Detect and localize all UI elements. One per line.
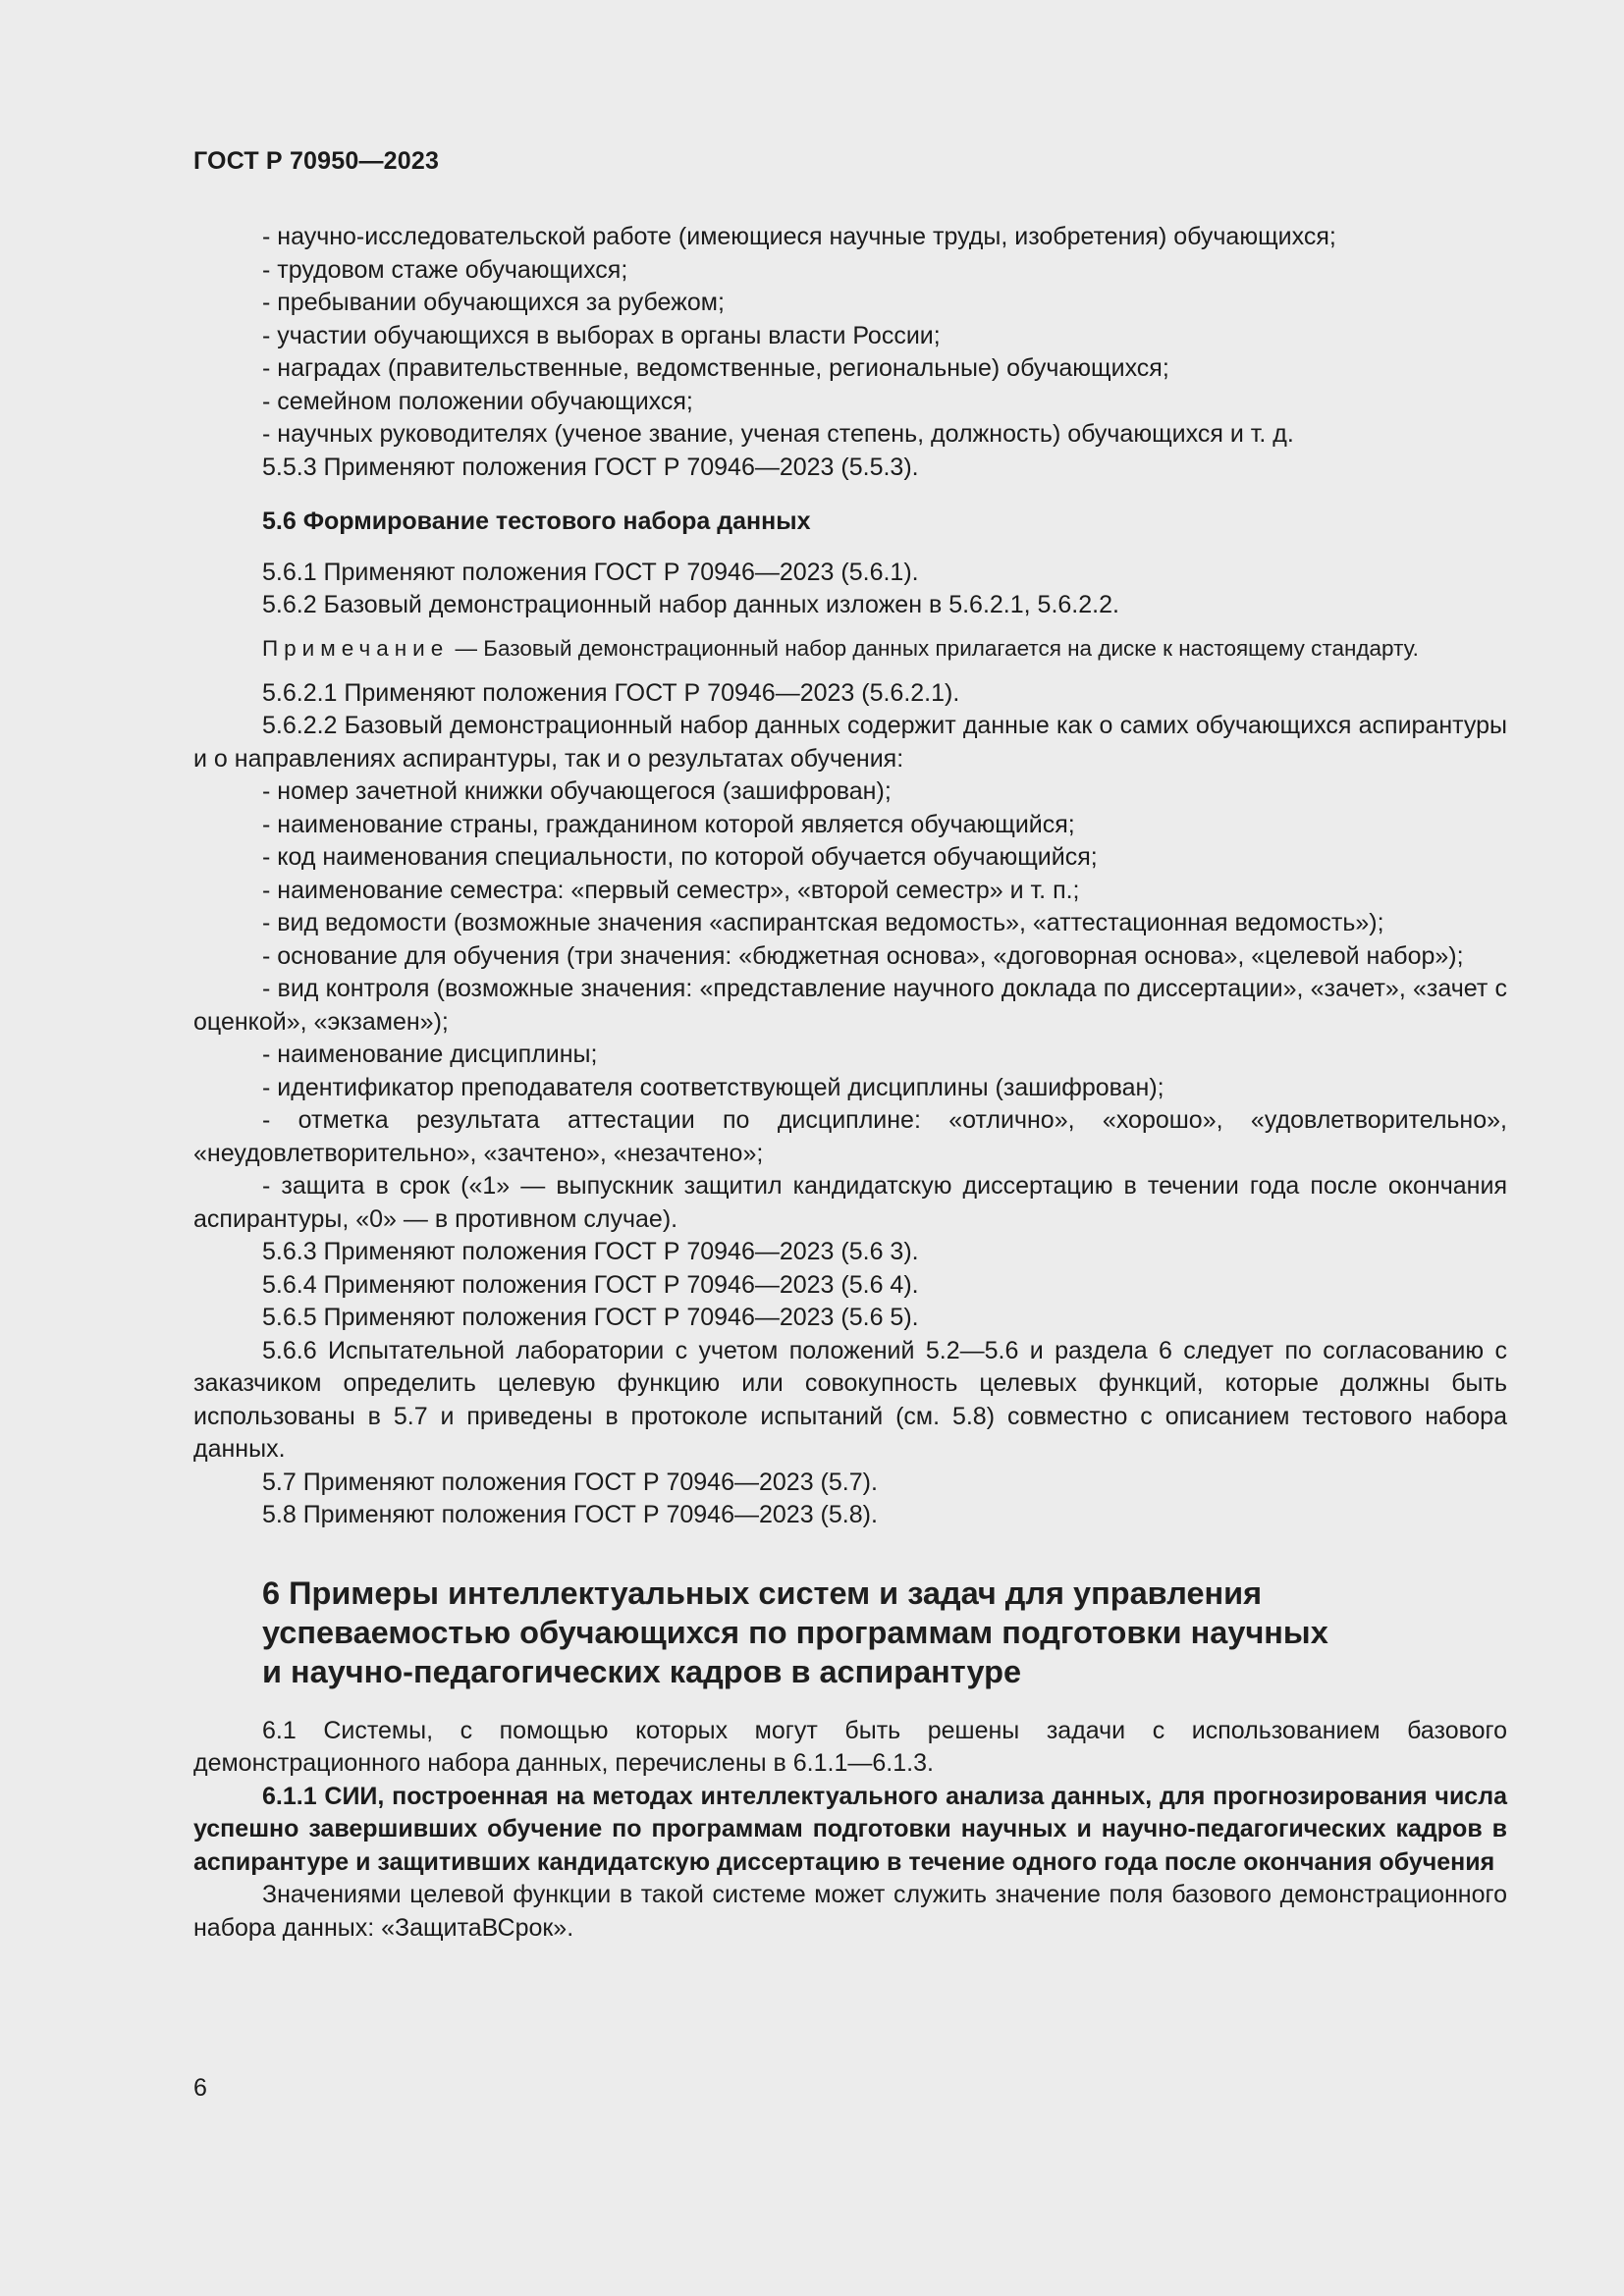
note-label: Примечание bbox=[262, 635, 450, 661]
paragraph-5-6-2-1: 5.6.2.1 Применяют положения ГОСТ Р 70946—2023 (5.6.2.1). bbox=[262, 678, 960, 707]
list-item: - код наименования специальности, по которой обучается обучающийся; bbox=[262, 843, 1098, 871]
paragraph-5-6-6: 5.6.6 Испытательной лаборатории с учетом положений 5.2—5.6 и раздела 6 следует по согласованию с заказчиком определить целевую функцию или совокупность целевых функций, которые должны быть использованы в 5.7 и приведены в протоколе испытаний (см. 5.8) совместно с описанием тестового набора данных. bbox=[193, 1336, 1507, 1463]
list-item: - идентификатор преподавателя соответствующей дисциплины (зашифрован); bbox=[262, 1073, 1164, 1101]
list-item: - трудовом стаже обучающихся; bbox=[262, 255, 628, 284]
list-block-1 bbox=[193, 221, 1507, 484]
paragraph-5-6-3: 5.6.3 Применяют положения ГОСТ Р 70946—2023 (5.6 3). bbox=[262, 1238, 919, 1265]
list-item: - вид ведомости (возможные значения «аспирантская ведомость», «аттестационная ведомость»); bbox=[262, 909, 1384, 936]
section-6-heading-line: и научно-педагогических кадров в аспирантуре bbox=[262, 1653, 1022, 1689]
list-item: - научно-исследовательской работе (имеющиеся научные труды, изобретения) обучающихся; bbox=[262, 223, 1336, 250]
document-page bbox=[193, 147, 1507, 1945]
section-6-heading bbox=[262, 1574, 1507, 1691]
paragraph-6-1-1-text: Значениями целевой функции в такой системе может служить значение поля базового демонстрационного набора данных: «ЗащитаВСрок». bbox=[193, 1881, 1507, 1942]
paragraph-5-6-5: 5.6.5 Применяют положения ГОСТ Р 70946—2023 (5.6 5). bbox=[262, 1304, 919, 1331]
list-item: - номер зачетной книжки обучающегося (зашифрован); bbox=[262, 777, 892, 805]
section-6-heading-line: 6 Примеры интеллектуальных систем и задач для управления bbox=[262, 1575, 1263, 1611]
paragraph-5-6-2: 5.6.2 Базовый демонстрационный набор данных изложен в 5.6.2.1, 5.6.2.2. bbox=[262, 591, 1119, 618]
list-item: - основание для обучения (три значения: «бюджетная основа», «договорная основа», «целевой набор»); bbox=[262, 941, 1464, 970]
list-item: - научных руководителях (ученое звание, ученая степень, должность) обучающихся и т. д. bbox=[262, 420, 1294, 448]
document-code-header: ГОСТ Р 70950—2023 bbox=[193, 147, 440, 175]
list-item: - семейном положении обучающихся; bbox=[262, 387, 693, 415]
paragraph-5-6-4: 5.6.4 Применяют положения ГОСТ Р 70946—2023 (5.6 4). bbox=[262, 1270, 919, 1299]
section-6-heading-line: успеваемостью обучающихся по программам подготовки научных bbox=[262, 1614, 1328, 1650]
list-block-2 bbox=[193, 775, 1507, 1236]
paragraph-6-1-1-title: 6.1.1 СИИ, построенная на методах интеллектуального анализа данных, для прогнозирования числа успешно завершивших обучение по программам подготовки научных и научно-педагогических кадров в аспирантуре и защитивших кандидатскую диссертацию в течение одного года после окончания обучения bbox=[193, 1782, 1507, 1876]
list-item: - отметка результата аттестации по дисциплине: «отлично», «хорошо», «удовлетворительно», «неудовлетворительно», «зачтено», «незачтено»; bbox=[193, 1106, 1507, 1167]
list-item: - наградах (правительственные, ведомственные, региональные) обучающихся; bbox=[262, 354, 1169, 382]
list-item: - вид контроля (возможные значения: «представление научного доклада по диссертации», «зачет», «зачет с оценкой», «экзамен»); bbox=[193, 975, 1507, 1036]
paragraph-5-5-3: 5.5.3 Применяют положения ГОСТ Р 70946—2023 (5.5.3). bbox=[262, 453, 919, 481]
list-item: - участии обучающихся в выборах в органы власти России; bbox=[262, 321, 941, 349]
list-item: - пребывании обучающихся за рубежом; bbox=[262, 289, 725, 316]
note bbox=[193, 634, 1507, 664]
heading-5-6: 5.6 Формирование тестового набора данных bbox=[262, 507, 811, 535]
list-item: - наименование дисциплины; bbox=[262, 1041, 598, 1068]
note-text: — Базовый демонстрационный набор данных прилагается на диске к настоящему стандарту. bbox=[449, 635, 1419, 661]
page-number: 6 bbox=[193, 2074, 207, 2102]
list-item: - наименование семестра: «первый семестр», «второй семестр» и т. п.; bbox=[262, 876, 1080, 904]
paragraph-5-7: 5.7 Применяют положения ГОСТ Р 70946—2023 (5.7). bbox=[262, 1468, 878, 1496]
list-item: - наименование страны, гражданином которой является обучающийся; bbox=[262, 810, 1075, 838]
paragraph-5-6-1: 5.6.1 Применяют положения ГОСТ Р 70946—2023 (5.6.1). bbox=[262, 558, 919, 586]
paragraph-5-6-2-2: 5.6.2.2 Базовый демонстрационный набор данных содержит данные как о самих обучающихся аспирантуры и о направлениях аспирантуры, так и о результатах обучения: bbox=[193, 712, 1507, 773]
paragraph-6-1: 6.1 Системы, с помощью которых могут быть решены задачи с использованием базового демонстрационного набора данных, перечислены в 6.1.1—6.1.3. bbox=[193, 1716, 1507, 1777]
paragraph-5-8: 5.8 Применяют положения ГОСТ Р 70946—2023 (5.8). bbox=[262, 1501, 878, 1528]
list-item: - защита в срок («1» — выпускник защитил кандидатскую диссертацию в течении года после окончания аспирантуры, «0» — в противном случае). bbox=[193, 1172, 1507, 1233]
